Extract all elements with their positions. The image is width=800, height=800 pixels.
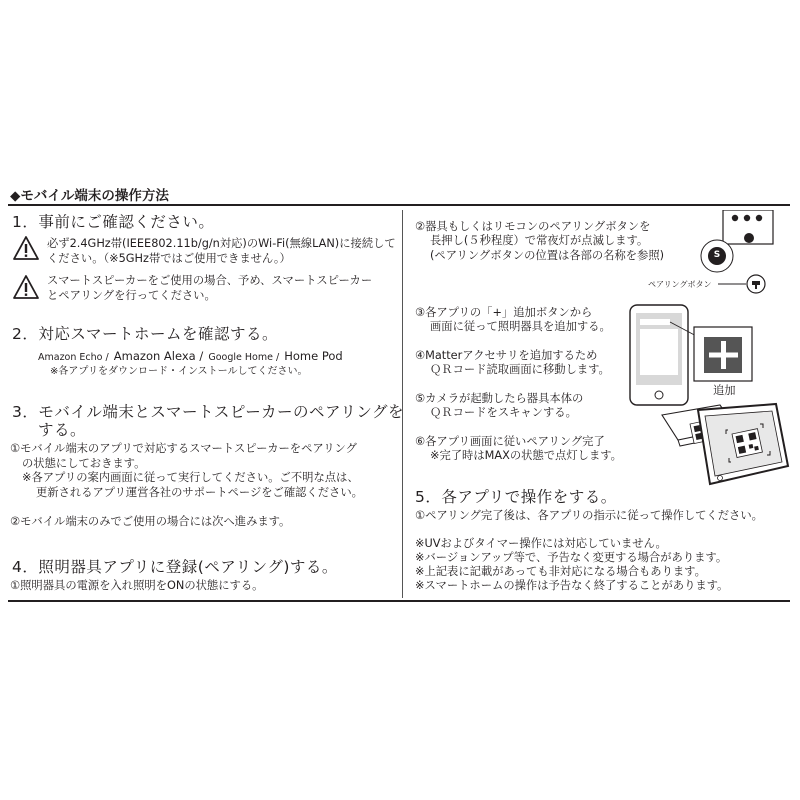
top-rule bbox=[8, 204, 790, 206]
step2-line3: (ペアリングボタンの位置は各部の名称を参照) bbox=[430, 249, 665, 262]
app-home-pod: Home Pod bbox=[284, 349, 343, 363]
step2-line1: ②器具もしくはリモコンのペアリングボタンを bbox=[415, 220, 651, 233]
section3-step2: ②モバイル端末のみでご使用の場合には次へ進みます。 bbox=[10, 515, 291, 528]
step4-line2: ＱＲコード読取画面に移動します。 bbox=[430, 363, 610, 376]
step2-line2: 長押し(５秒程度）で常夜灯が点滅します。 bbox=[430, 234, 649, 247]
section3-step1-line2: の状態にしておきます。 bbox=[22, 457, 146, 470]
warning-text-speaker-line1: スマートスピーカーをご使用の場合、予め、スマートスピーカー bbox=[47, 274, 373, 287]
step3-line1: ③各アプリの「+」追加ボタンから bbox=[415, 306, 593, 319]
pairing-button-icon bbox=[718, 273, 778, 297]
section5-heading: 5．各アプリで操作をする。 bbox=[415, 488, 617, 506]
note-item: ※スマートホームの操作は予告なく終了することがあります。 bbox=[415, 579, 729, 592]
remote-control-illustration bbox=[695, 210, 775, 280]
download-note: ※各アプリをダウンロード・インストールしてください。 bbox=[50, 366, 308, 377]
phone-add-illustration bbox=[628, 303, 778, 408]
warning-text-wifi-line2: ください。（※5GHz帯ではご使用できません。） bbox=[47, 252, 291, 265]
remote-button-letter: S bbox=[713, 250, 721, 260]
section1-heading: 1．事前にご確認ください。 bbox=[12, 213, 215, 231]
note-item: ※バージョンアップ等で、予告なく変更する場合があります。 bbox=[415, 551, 728, 564]
app-google-home: Google Home / bbox=[208, 352, 280, 363]
add-label: 追加 bbox=[713, 384, 736, 397]
step4-line1: ④Matterアクセサリを追加するため bbox=[415, 349, 598, 362]
page-title: ◆モバイル端末の操作方法 bbox=[10, 188, 169, 204]
section3-note-line2: 更新されるアプリ運営各社のサポートページをご確認ください。 bbox=[36, 486, 363, 499]
supported-apps-list bbox=[38, 345, 343, 364]
step6-line2: ※完了時はMAXの状態で点灯します。 bbox=[430, 449, 622, 462]
pairing-button-label: ペアリングボタン bbox=[648, 280, 712, 289]
section3-heading-line1: 3．モバイル端末とスマートスピーカーのペアリングを bbox=[12, 403, 405, 421]
section3-step1-line1: ①モバイル端末のアプリで対応するスマートスピーカーをペアリング bbox=[10, 442, 357, 455]
section3-note-line1: ※各アプリの案内画面に従って実行してください。ご不明な点は、 bbox=[22, 471, 359, 484]
app-amazon-alexa: Amazon Alexa / bbox=[113, 349, 204, 363]
warning-icon bbox=[12, 274, 40, 300]
section4-step1: ①照明器具の電源を入れ照明をONの状態にする。 bbox=[10, 579, 264, 592]
step5-line2: ＱＲコードをスキャンする。 bbox=[430, 406, 577, 419]
step3-line2: 画面に従って照明器具を追加する。 bbox=[430, 320, 611, 333]
qr-scan-illustration bbox=[640, 400, 790, 495]
note-item: ※上記表に記載があっても非対応になる場合もあります。 bbox=[415, 565, 706, 578]
app-amazon-echo: Amazon Echo / bbox=[38, 352, 109, 363]
bottom-rule bbox=[8, 600, 790, 602]
section5-step1: ①ペアリング完了後は、各アプリの指示に従って操作してください。 bbox=[415, 509, 763, 522]
section4-heading: 4．照明器具アプリに登録(ペアリング)する。 bbox=[12, 558, 338, 576]
step6-line1: ⑥各アプリ画面に従いペアリング完了 bbox=[415, 435, 605, 448]
warning-icon bbox=[12, 235, 40, 261]
note-item: ※UVおよびタイマー操作には対応していません。 bbox=[415, 537, 667, 550]
warning-text-wifi-line1: 必ず2.4GHz帯(IEEE802.11b/g/n対応)のWi-Fi(無線LAN)に接続して bbox=[47, 237, 396, 250]
step5-line1: ⑤カメラが起動したら器具本体の bbox=[415, 392, 584, 405]
warning-text-speaker-line2: とペアリングを行ってください。 bbox=[47, 289, 216, 302]
section3-heading-line2: する。 bbox=[38, 421, 87, 439]
section2-heading: 2．対応スマートホームを確認する。 bbox=[12, 325, 279, 343]
